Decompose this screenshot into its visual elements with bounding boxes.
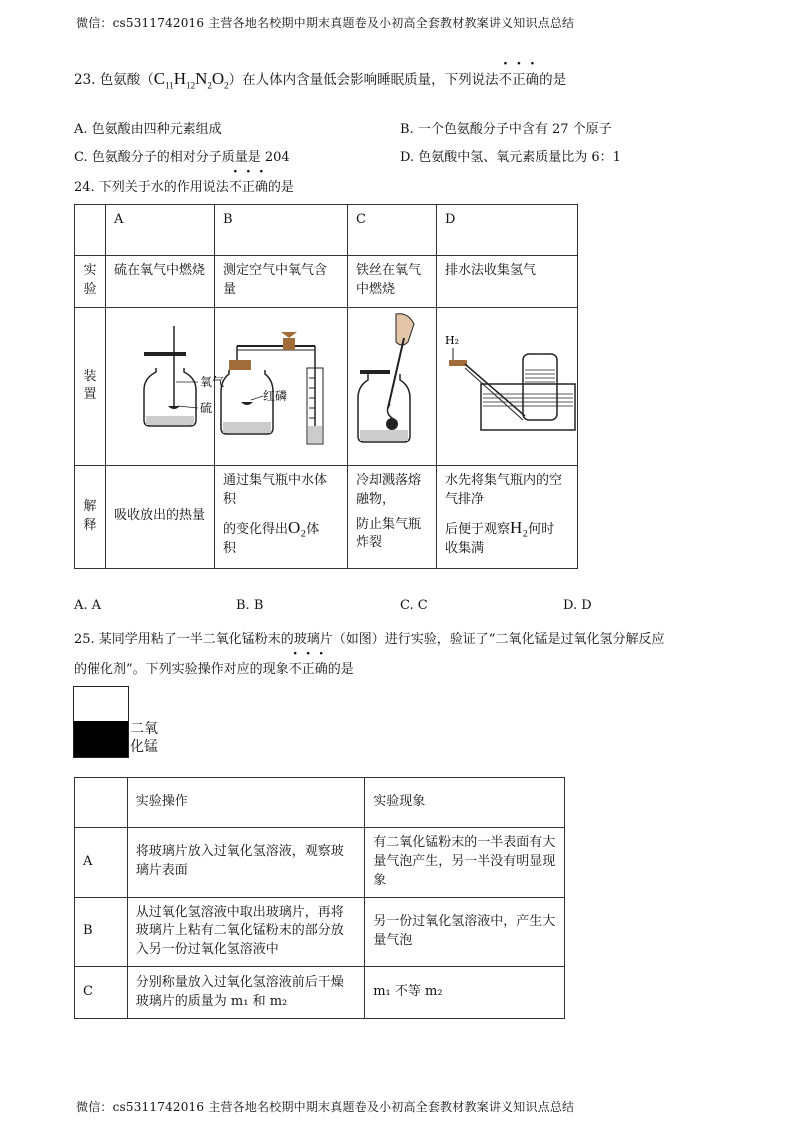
q24-table — [74, 204, 578, 569]
q24-stem-b: 的是 — [267, 180, 294, 195]
exp-a: 硫在氧气中燃烧 — [106, 256, 215, 308]
row-label-explain: 解 释 — [75, 465, 106, 568]
emphasis-char: 正 — [241, 180, 255, 195]
q25-corner-cell — [75, 778, 128, 828]
q25-op-b: 从过氧化氢溶液中取出玻璃片，再将玻璃片上粘有二氧化锰粉末的部分放入另一份过氧化氢溶液中 — [127, 897, 364, 967]
glass-slide-figure — [73, 686, 129, 758]
q24-col-d: D — [437, 205, 578, 256]
q23-suffix-a: ）在人体内含量低会影响睡眠质量，下列说法 — [228, 72, 499, 88]
q24-answer-d: D. D — [563, 598, 592, 613]
q23-option-d: D. 色氨酸中氢、氧元素质量比为 6：1 — [400, 150, 621, 165]
q25-key-c: C — [75, 967, 128, 1019]
q25-stem-line1: 25. 某同学用粘了一半二氧化锰粉末的玻璃片（如图）进行实验，验证了“二氧化锰是过氧化氢分解反应 — [74, 632, 665, 647]
explain-d: 水先将集气瓶内的空气排净 后便于观察H₂何时 收集满 — [437, 465, 578, 568]
question-23-stem — [74, 68, 566, 90]
device-b-cell — [215, 308, 348, 466]
exp-b: 测定空气中氧气含量 — [215, 256, 348, 308]
label-red-phosphorus: 红磷 — [263, 389, 288, 403]
q25-table — [74, 777, 565, 1019]
page-header: 微信：cs5311742016 主营各地名校期中期末真题卷及小初高全套教材教案讲义知识点总结 — [76, 16, 575, 30]
emphasis-char: 正 — [301, 662, 315, 677]
q24-col-b: B — [215, 205, 348, 256]
q25-row-a — [75, 828, 565, 898]
iron-wire-apparatus — [348, 308, 436, 458]
q25-op-a: 将玻璃片放入过氧化氢溶液，观察玻璃片表面 — [127, 828, 364, 898]
device-c-cell — [348, 308, 437, 466]
explain-b: 通过集气瓶中水体积 的变化得出O₂体 积 — [215, 465, 348, 568]
q24-header-row — [75, 205, 578, 256]
q24-stem-a: 24. 下列关于水的作用说法 — [74, 180, 229, 195]
device-d-cell — [437, 308, 578, 466]
q25-row-c — [75, 967, 565, 1019]
q25-header-op: 实验操作 — [127, 778, 364, 828]
q23-option-a: A. 色氨酸由四种元素组成 — [74, 122, 222, 137]
emphasis-char: 不 — [228, 180, 242, 195]
q25-ph-a: 有二氧化锰粉末的一半表面有大量气泡产生，另一半没有明显现象 — [365, 828, 565, 898]
q24-col-c: C — [348, 205, 437, 256]
label-oxygen: 氧气 — [200, 375, 225, 389]
row-label-experiment: 实 验 — [75, 256, 106, 308]
explain-c: 冷却溅落熔融物， 防止集气瓶炸裂 — [348, 465, 437, 568]
sulfur-burning-apparatus — [106, 308, 225, 458]
q25-stem-line2: 的催化剂”。下列实验操作对应的现象不正确的是 — [74, 658, 354, 677]
q23-suffix-b: 的是 — [539, 72, 567, 88]
q25-header-ph: 实验现象 — [365, 778, 565, 828]
mno2-label: 二氧 化锰 — [130, 721, 158, 756]
manganese-dioxide-half — [74, 721, 128, 757]
question-24-stem — [74, 176, 294, 195]
q25-key-b: B — [75, 897, 128, 967]
emphasis-char: 确 — [254, 180, 268, 195]
emphasis-char: 正 — [512, 72, 526, 88]
q24-col-a: A — [106, 205, 215, 256]
q24-answer-c: C. C — [400, 598, 428, 613]
emphasis-char: 不 — [288, 662, 302, 677]
q23-option-c: C. 色氨酸分子的相对分子质量是 204 — [74, 150, 290, 165]
q25-ph-b: 另一份过氧化氢溶液中，产生大量气泡 — [365, 897, 565, 967]
page-footer: 微信：cs5311742016 主营各地名校期中期末真题卷及小初高全套教材教案讲义知识点总结 — [76, 1100, 575, 1114]
q23-option-b: B. 一个色氨酸分子中含有 27 个原子 — [400, 122, 612, 137]
q23-prefix: 23. 色氨酸（ — [74, 72, 154, 88]
explain-a: 吸收放出的热量 — [106, 465, 215, 568]
q24-corner-cell — [75, 205, 106, 256]
q24-answer-a: A. A — [74, 598, 102, 613]
emphasis-char: 确 — [525, 72, 540, 88]
q24-explain-row — [75, 465, 578, 568]
q23-formula: $C_{11}H_{12}N_2O_2$ — [153, 69, 229, 91]
q24-answer-b: B. B — [236, 598, 264, 613]
exp-d: 排水法收集氢气 — [437, 256, 578, 308]
q24-device-row — [75, 308, 578, 466]
label-sulfur: 硫 — [200, 401, 213, 415]
emphasis-char: 确 — [314, 662, 328, 677]
device-a-cell — [106, 308, 225, 466]
q25-key-a: A — [75, 828, 128, 898]
q25-row-b — [75, 897, 565, 967]
air-oxygen-apparatus — [215, 308, 347, 458]
q25-header-row — [75, 778, 565, 828]
row-label-device: 装 置 — [75, 308, 106, 466]
hydrogen-collection-apparatus — [437, 308, 577, 458]
exp-c: 铁丝在氧气中燃烧 — [348, 256, 437, 308]
q25-op-c: 分别称量放入过氧化氢溶液前后干燥玻璃片的质量为 m₁ 和 m₂ — [127, 967, 364, 1019]
q24-experiment-row — [75, 256, 578, 308]
label-hydrogen: H₂ — [445, 334, 460, 347]
q25-ph-c: m₁ 不等 m₂ — [365, 967, 565, 1019]
emphasis-char: 不 — [498, 72, 513, 88]
